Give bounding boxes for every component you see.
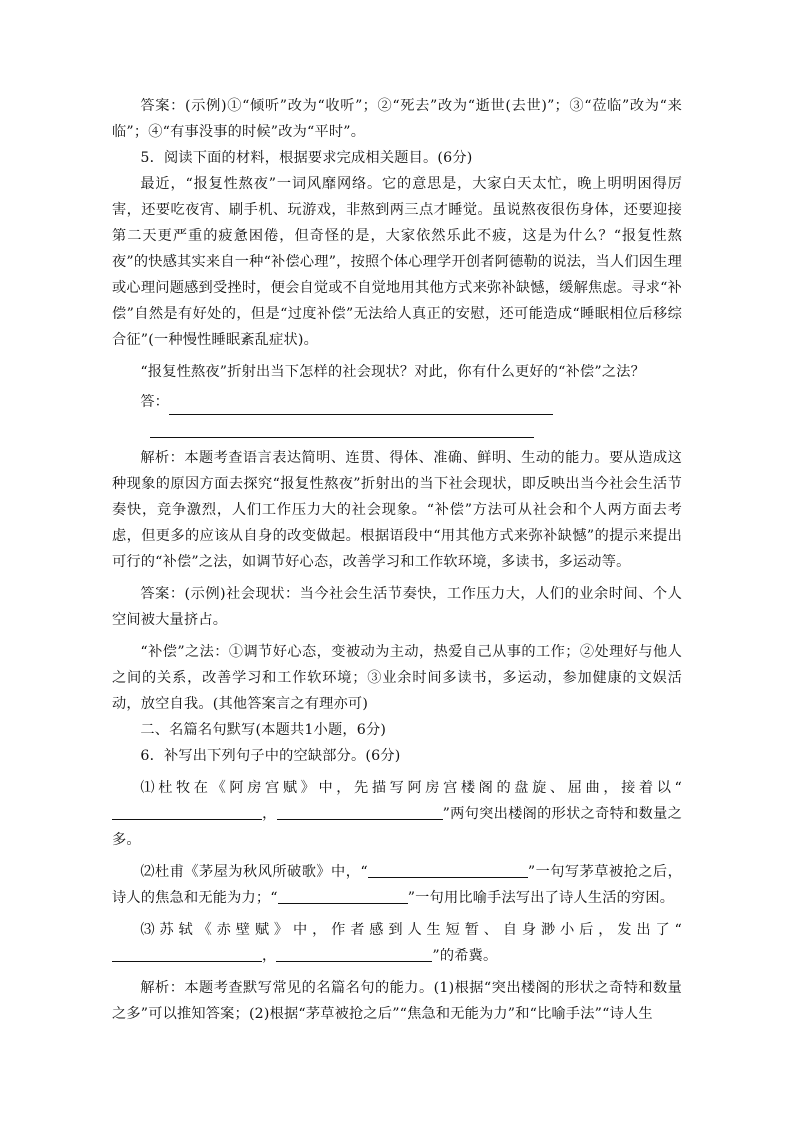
fill-blank[interactable] (278, 887, 408, 904)
fill-blank[interactable] (112, 803, 262, 820)
q6-item2-text-b: ”一句写茅草被抢之后，诗人的焦急和无能为力；“ (112, 864, 682, 906)
q4-answer: 答案：(示例)①“倾听”改为“收听”；②“死去”改为“逝世(去世)”；③“莅临”改为“来临”；④“有事没事的时候”改为“平时”。 (112, 98, 682, 140)
q6-analysis: 解析：本题考查默写常见的名篇名句的能力。(1)根据“突出楼阁的形状之奇特和数量之多”可以推知答案；(2)根据“茅草被抢之后”“焦急和无能为力”和“比喻手法”“诗人生 (112, 980, 682, 1022)
fill-blank[interactable] (112, 945, 262, 962)
q5-analysis: 解析：本题考查语言表达简明、连贯、得体、准确、鲜明、生动的能力。要从造成这种现象的原因方面去探究“报复性熬夜”折射出的当下社会现状，即反映出当今社会生活节奏快，竞争激烈，人们工作压力大的社会现象。“补偿”方法可从社会和个人两方面去考虑，但更多的应该从自身的改变做起。根据语段中“用其他方式来弥补缺憾”的提示来提出可行的“补偿”之法，如调节好心态，改善学习和工作软环境，多读书，多运动等。 (112, 450, 682, 570)
q5-answer-1: 答案：(示例)社会现状：当今社会生活节奏快，工作压力大，人们的业余时间、个人空间被大量挤占。 (112, 586, 682, 628)
fill-blank[interactable] (277, 803, 443, 820)
q6-item-2 (112, 859, 682, 911)
q6-item2-text-a: ⑵杜甫《茅屋为秋风所破歌》中，“ (140, 864, 368, 880)
q5-answer-line-1[interactable] (112, 385, 682, 415)
q5-passage: 最近，“报复性熬夜”一词风靡网络。它的意思是，大家白天太忙，晚上明明困得厉害，还要吃夜宵、刷手机、玩游戏，非熬到两三点才睡觉。虽说熬夜很伤身体，还要迎接第二天更严重的疲惫困倦，但奇怪的是，大家依然乐此不疲，这是为什么？“报复性熬夜”的快感其实来自一种“补偿心理”，按照个体心理学开创者阿德勒的说法，当人们因生理或心理问题感到受挫时，便会自觉或不自觉地用其他方式来弥补缺憾，缓解焦虑。寻求“补偿”自然是有好处的，但是“过度补偿”无法给人真正的安慰，还可能造成“睡眠相位后移综合征”(一种慢性睡眠紊乱症状)。 (112, 176, 682, 348)
q6-item3-text-a: ⑶苏轼《赤壁赋》中，作者感到人生短暂、自身渺小后，发出了“ (140, 922, 682, 938)
q6-item3-comma: ， (262, 948, 277, 964)
q6-item1-comma: ， (262, 806, 277, 822)
q6-item2-text-c: ”一句用比喻手法写出了诗人生活的穷困。 (407, 890, 675, 906)
document-page (112, 93, 682, 1027)
q6-title: 6．补写出下列句子中的空缺部分。(6分) (140, 748, 401, 764)
q5-title: 5．阅读下面的材料，根据要求完成相关题目。(6分) (140, 150, 473, 166)
q5-question: “报复性熬夜”折射出当下怎样的社会现状？对此，你有什么更好的“补偿”之法？ (140, 364, 645, 380)
q5-answer-label: 答： (140, 394, 169, 410)
q6-item-1 (112, 775, 682, 853)
section-2-title: 二、名篇名句默写(本题共1小题，6分) (140, 722, 387, 738)
answer-rule[interactable] (150, 419, 534, 438)
q5-answer-2: “补偿”之法：①调节好心态，变被动为主动，热爱自己从事的工作；②处理好与他人之间的关系，改善学习和工作软环境；③业余时间多读书，多运动，参加健康的文娱活动，放空自我。(其他答案言之有理亦可) (112, 644, 682, 712)
q6-item-3 (112, 917, 682, 969)
q6-item3-text-b: ”的希冀。 (432, 948, 498, 964)
fill-blank[interactable] (276, 945, 432, 962)
answer-rule[interactable] (169, 396, 553, 415)
q6-item1-text-a: ⑴杜牧在《阿房宫赋》中，先描写阿房宫楼阁的盘旋、屈曲，接着以“ (140, 780, 682, 796)
q6-item1-text-b: ”两句突出楼阁的形状之奇特和数量之多。 (112, 806, 682, 848)
q5-answer-line-2[interactable] (112, 415, 682, 439)
fill-blank[interactable] (368, 861, 528, 878)
